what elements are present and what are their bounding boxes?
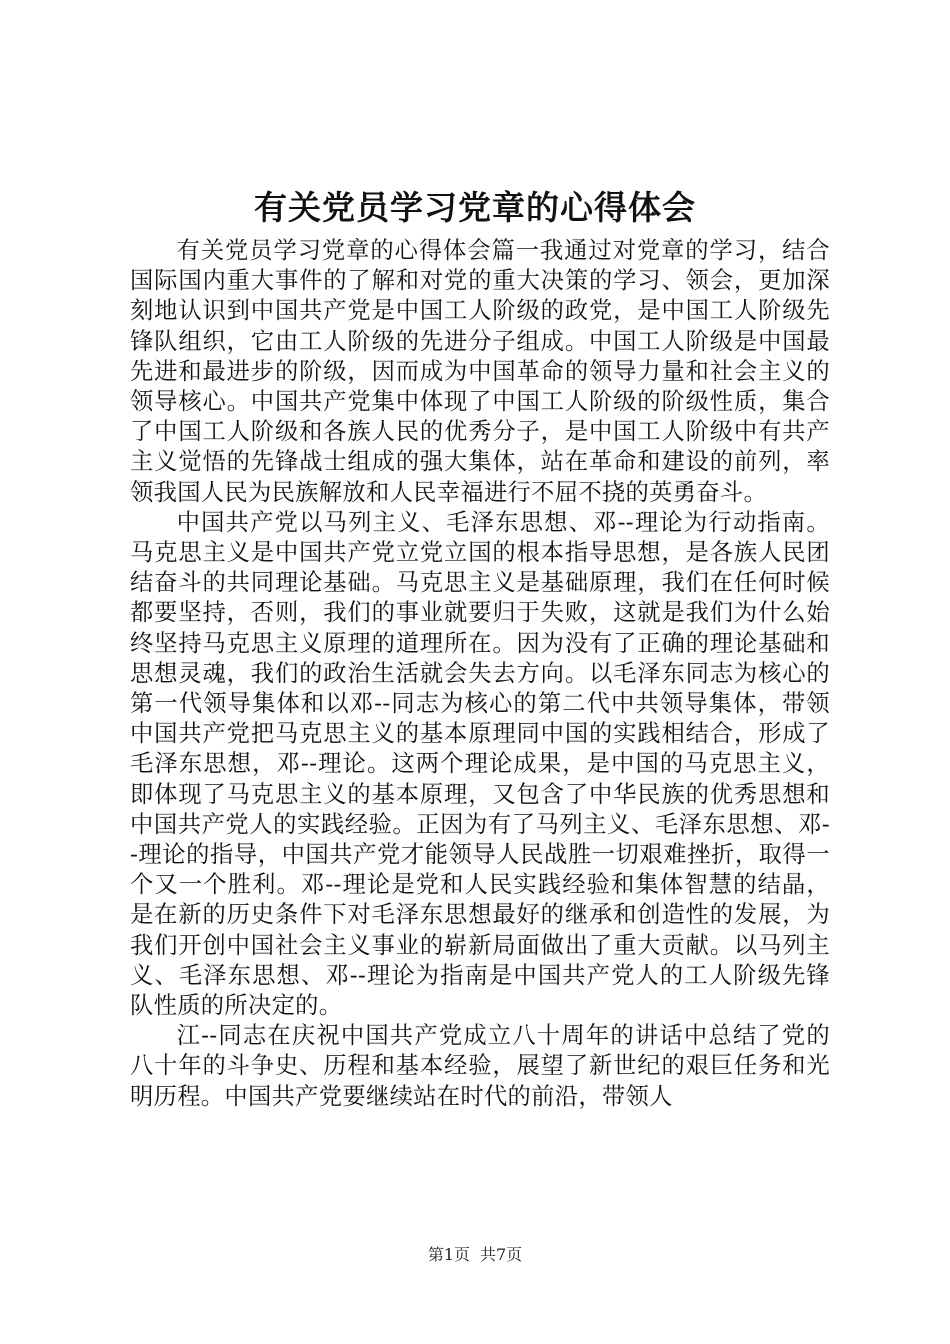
page-number: 第1页 <box>427 1245 470 1264</box>
paragraph: 有关党员学习党章的心得体会篇一我通过对党章的学习，结合国际国内重大事件的了解和对党的重大决策的学习、领会，更加深刻地认识到中国共产党是中国工人阶级的政党，是中国工人阶级先锋队组织，它由工人阶级的先进分子组成。中国工人阶级是中国最先进和最进步的阶级，因而成为中国革命的领导力量和社会主义的领导核心。中国共产党集中体现了中国工人阶级的阶级性质，集合了中国工人阶级和各族人民的优秀分子，是中国工人阶级中有共产主义觉悟的先锋战士组成的强大集体，站在革命和建设的前列，率领我国人民为民族解放和人民幸福进行不屈不挠的英勇奋斗。 <box>130 237 830 506</box>
paragraph: 中国共产党以马列主义、毛泽东思想、邓--理论为行动指南。马克思主义是中国共产党立党立国的根本指导思想，是各族人民团结奋斗的共同理论基础。马克思主义是基础原理，我们在任何时候都要坚持，否则，我们的事业就要归于失败，这就是我们为什么始终坚持马克思主义原理的道理所在。因为没有了正确的理论基础和思想灵魂，我们的政治生活就会失去方向。以毛泽东同志为核心的第一代领导集体和以邓--同志为核心的第二代中共领导集体，带领中国共产党把马克思主义的基本原理同中国的实践相结合，形成了毛泽东思想，邓--理论。这两个理论成果，是中国的马克思主义，即体现了马克思主义的基本原理，又包含了中华民族的优秀思想和中国共产党人的实践经验。正因为有了马列主义、毛泽东思想、邓--理论的指导，中国共产党才能领导人民战胜一切艰难挫折，取得一个又一个胜利。邓--理论是党和人民实践经验和集体智慧的结晶，是在新的历史条件下对毛泽东思想最好的继承和创造性的发展，为我们开创中国社会主义事业的崭新局面做出了重大贡献。以马列主义、毛泽东思想、邓--理论为指南是中国共产党人的工人阶级先锋队性质的所决定的。 <box>130 508 830 1020</box>
page-footer <box>0 1244 950 1266</box>
page-total: 共7页 <box>480 1245 523 1264</box>
paragraph: 江--同志在庆祝中国共产党成立八十周年的讲话中总结了党的八十年的斗争史、历程和基本经验，展望了新世纪的艰巨任务和光明历程。中国共产党要继续站在时代的前沿，带领人 <box>130 1022 830 1110</box>
document-title: 有关党员学习党章的心得体会 <box>254 188 696 227</box>
document-body <box>130 236 830 1112</box>
